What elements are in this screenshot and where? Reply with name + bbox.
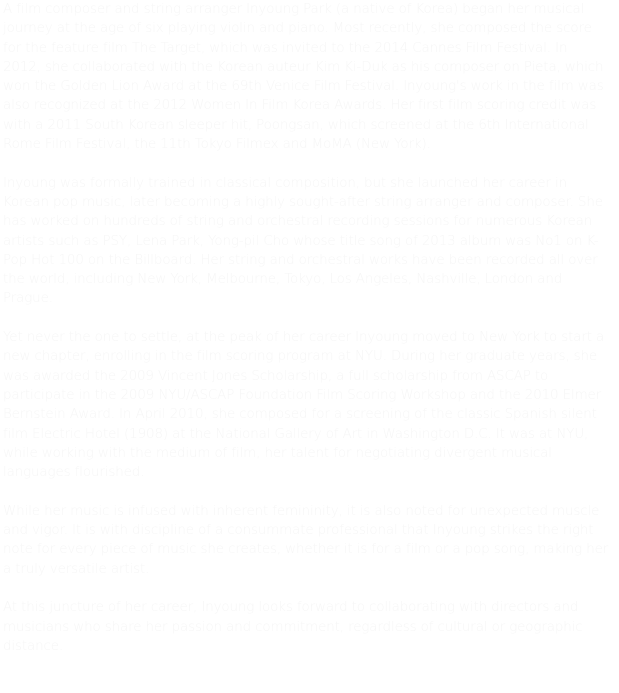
biography-article (3, 0, 609, 656)
bio-paragraph-3: Yet never the one to settle, at the peak of her career Inyoung moved to New York to start a new chapter, enrolling in the film scoring program at NYU. During her graduate years, she was awarded the 2009 Vincent Jones Scholarship, a full scholarship from ASCAP to participate in the 2009 NYU/ASCAP Foundation Film Scoring Workshop and the 2010 Elmer Bernstein Award. In April 2010, she composed for a screening of the classic Spanish silent film Electric Hotel (1908) at the National Gallery of Art in Washington D.C. It was at NYU, while working with the medium of film, her talent for negotiating divergent musical languages flourished. (3, 330, 605, 481)
bio-paragraph-2: Inyoung was formally trained in classical composition, but she launched her career in Korean pop music, later becoming a highly sought-after string arranger and composer. She has worked on hundreds of string and orchestral recording sessions for numerous Korean artists such as PSY, Lena Park, Yong-pil Cho whose title song of 2013 album was No1 on K-Pop Hot 100 on the Billboard. Her string and orchestral works have been recorded all over the world, including New York, Melbourne, Tokyo, Los Angeles, Nashville, London and Prague. (3, 175, 603, 307)
bio-paragraph-5: At this juncture of her career, Inyoung looks forward to collaborating with directors and musicians who share her passion and commitment, regardless of cultural or geographic distance. (3, 600, 583, 654)
bio-paragraph-4: While her music is infused with inherent femininity, it is also noted for unexpected muscle and vigor. It is with discipline of a consummate professional that Inyoung strikes the right note for every piece of music she creates, whether it is for a film or a pop song, making her a truly versatile artist. (3, 503, 609, 577)
bio-paragraph-1: A film composer and string arranger Inyoung Park (a native of Korea) began her musical journey at the age of six playing violin and piano. Most recently, she composed the score for the feature film The Target, which was invited to the 2014 Cannes Film Festival. In 2012, she collaborated with the Korean auteur Kim Ki-Duk as his composer on Pieta, which won the Golden Lion Award at the 69th Venice Film Festival. Inyoung's work in the film was also recognized at the 2012 Women In Film Korea Awards. Her first film scoring credit was with a 2011 South Korean sleeper hit, Poongsan, which screened at the 6th International Rome Film Festival, the 11th Tokyo Filmex and MoMA (New York). (3, 2, 604, 153)
